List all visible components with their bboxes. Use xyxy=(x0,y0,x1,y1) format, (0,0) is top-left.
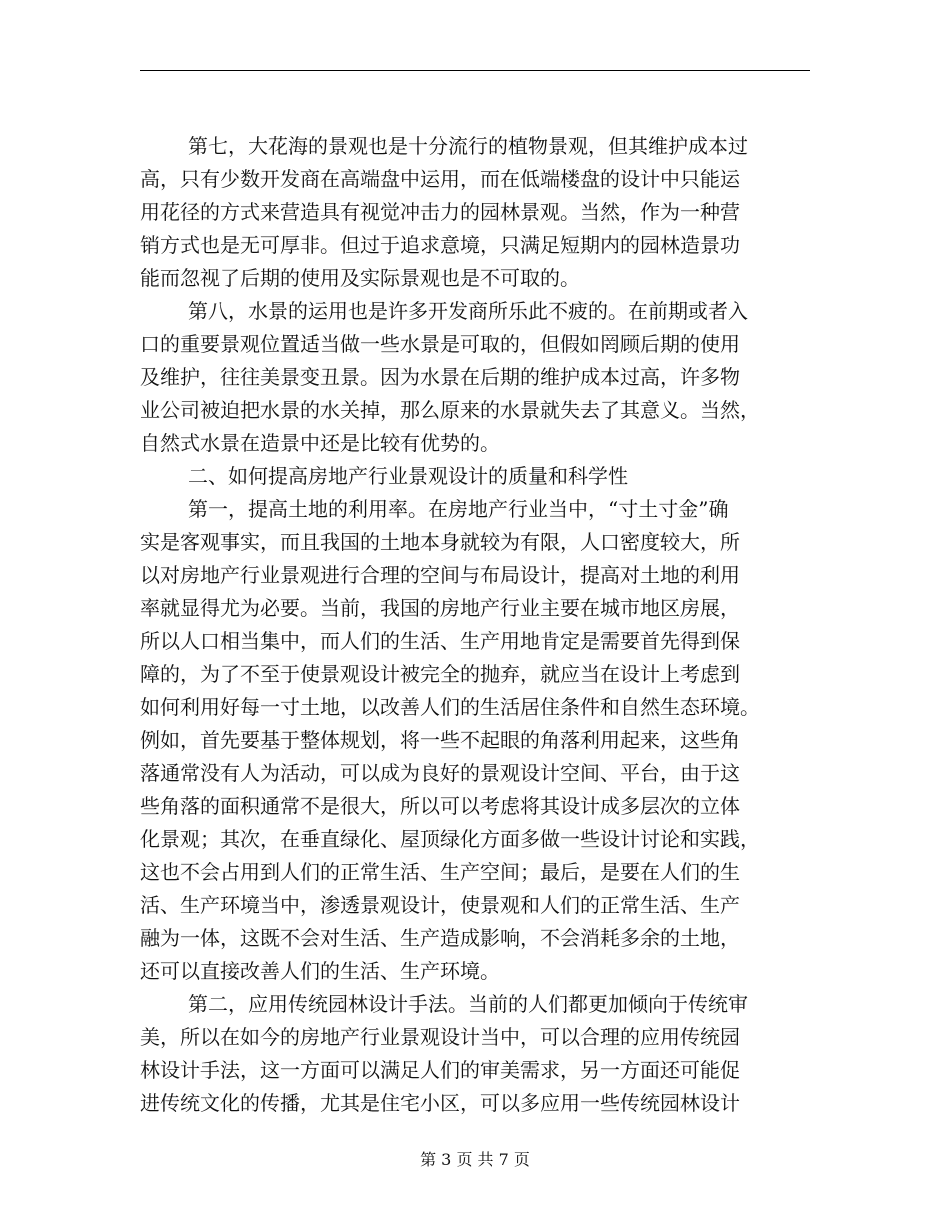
section-heading xyxy=(140,460,810,493)
text-line: 化景观；其次，在垂直绿化、屋顶绿化方面多做一些设计讨论和实践， xyxy=(140,827,760,851)
text-line: 障的，为了不至于使景观设计被完全的抛弃，就应当在设计上考虑到 xyxy=(140,662,740,686)
text-line: 高，只有少数开发商在高端盘中运用，而在低端楼盘的设计中只能运 xyxy=(140,167,740,191)
text-line: 林设计手法，这一方面可以满足人们的审美需求，另一方面还可能促 xyxy=(140,1058,740,1082)
text-line: 这也不会占用到人们的正常生活、生产空间；最后，是要在人们的生 xyxy=(140,860,740,884)
text-line: 如何利用好每一寸土地，以改善人们的生活居住条件和自然生态环境。 xyxy=(140,695,760,719)
text-line: 融为一体，这既不会对生活、生产造成影响，不会消耗多余的土地， xyxy=(140,926,740,950)
text-line: 例如，首先要基于整体规划，将一些不起眼的角落利用起来，这些角 xyxy=(140,728,740,752)
text-line: 能而忽视了后期的使用及实际景观也是不可取的。 xyxy=(140,266,580,290)
text-line: 以对房地产行业景观进行合理的空间与布局设计，提高对土地的利用 xyxy=(140,563,740,587)
text-line: 销方式也是无可厚非。但过于追求意境，只满足短期内的园林造景功 xyxy=(140,233,740,257)
text-line: 美，所以在如今的房地产行业景观设计当中，可以合理的应用传统园 xyxy=(140,1025,740,1049)
text-line: 还可以直接改善人们的生活、生产环境。 xyxy=(140,959,500,983)
text-line: 用花径的方式来营造具有视觉冲击力的园林景观。当然，作为一种营 xyxy=(140,200,740,224)
paragraph-improve-land-use xyxy=(140,493,810,988)
text-line: 进传统文化的传播，尤其是住宅小区，可以多应用一些传统园林设计 xyxy=(140,1091,740,1115)
paragraph-seventh xyxy=(140,130,810,295)
paragraph-eighth xyxy=(140,295,810,460)
text-line: 些角落的面积通常不是很大，所以可以考虑将其设计成多层次的立体 xyxy=(140,794,740,818)
document-body xyxy=(140,130,810,1120)
text-line: 第二，应用传统园林设计手法。当前的人们都更加倾向于传统审 xyxy=(188,992,748,1016)
text-line: 第八，水景的运用也是许多开发商所乐此不疲的。在前期或者入 xyxy=(188,299,748,323)
text-line: 及维护，往往美景变丑景。因为水景在后期的维护成本过高，许多物 xyxy=(140,365,740,389)
text-line: 第七，大花海的景观也是十分流行的植物景观，但其维护成本过 xyxy=(188,134,748,158)
text-line: 自然式水景在造景中还是比较有优势的。 xyxy=(140,431,500,455)
section-heading-text: 二、如何提高房地产行业景观设计的质量和科学性 xyxy=(188,464,628,488)
text-line: 活、生产环境当中，渗透景观设计，使景观和人们的正常生活、生产 xyxy=(140,893,740,917)
text-line: 落通常没有人为活动，可以成为良好的景观设计空间、平台，由于这 xyxy=(140,761,740,785)
page-number: 第 3 页 共 7 页 xyxy=(420,1150,530,1169)
text-line: 第一，提高土地的利用率。在房地产行业当中，“寸土寸金”确 xyxy=(188,497,729,521)
text-line: 率就显得尤为必要。当前，我国的房地产行业主要在城市地区房展， xyxy=(140,596,740,620)
header-rule xyxy=(140,70,810,71)
text-line: 业公司被迫把水景的水关掉，那么原来的水景就失去了其意义。当然， xyxy=(140,398,760,422)
text-line: 实是客观事实，而且我国的土地本身就较为有限，人口密度较大，所 xyxy=(140,530,740,554)
text-line: 所以人口相当集中，而人们的生活、生产用地肯定是需要首先得到保 xyxy=(140,629,740,653)
paragraph-traditional-garden xyxy=(140,988,810,1120)
text-line: 口的重要景观位置适当做一些水景是可取的，但假如罔顾后期的使用 xyxy=(140,332,740,356)
